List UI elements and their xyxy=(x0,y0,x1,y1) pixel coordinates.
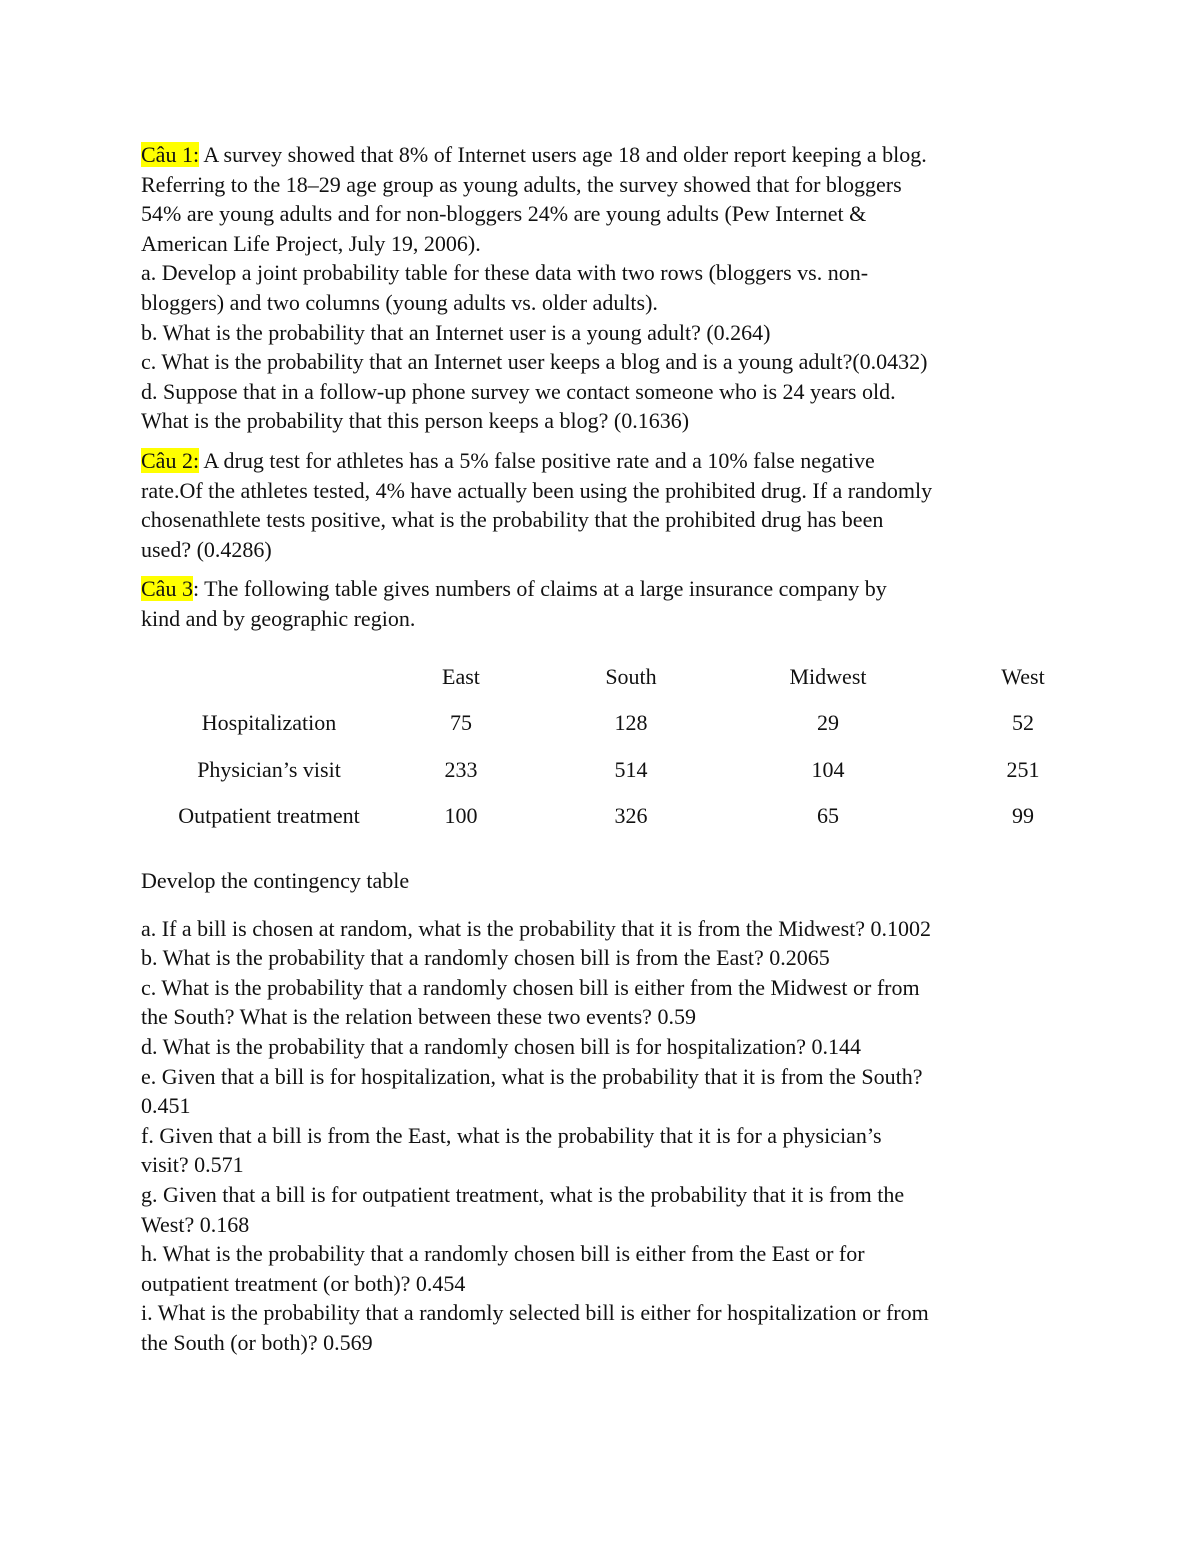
sub-question-line: West? 0.168 xyxy=(141,1211,250,1237)
table-cell: 100 xyxy=(444,803,478,828)
question-1 xyxy=(141,140,1071,436)
sub-question-line: i. What is the probability that a randomly selected bill is either for hospitalization or from xyxy=(141,1300,929,1326)
table-cell: 65 xyxy=(817,803,839,828)
sub-question-line: visit? 0.571 xyxy=(141,1152,244,1178)
table-cell: 128 xyxy=(614,710,648,735)
table-row xyxy=(141,757,1071,797)
question-3-label: Câu 3 xyxy=(141,576,193,602)
column-header-south: South xyxy=(605,664,657,689)
question-1-line: d. Suppose that in a follow-up phone survey we contact someone who is 24 years old. xyxy=(141,378,896,404)
sub-question-line: d. What is the probability that a randomly chosen bill is for hospitalization? 0.144 xyxy=(141,1033,861,1059)
table-row xyxy=(141,803,1071,843)
column-header-midwest: Midwest xyxy=(789,664,867,689)
table-cell: 326 xyxy=(614,803,648,828)
sub-question-line: c. What is the probability that a randomly chosen bill is either from the Midwest or from xyxy=(141,974,920,1000)
table-cell: 104 xyxy=(811,757,845,782)
question-1-label: Câu 1: xyxy=(141,142,200,167)
question-1-line: a. Develop a joint probability table for these data with two rows (bloggers vs. non- xyxy=(141,260,869,286)
question-2-line: rate.Of the athletes tested, 4% have actually been using the prohibited drug. If a randomly xyxy=(141,477,933,503)
sub-question-line: the South? What is the relation between these two events? 0.59 xyxy=(141,1004,696,1030)
table-cell: 75 xyxy=(450,710,472,735)
question-1-line: b. What is the probability that an Internet user is a young adult? (0.264) xyxy=(141,319,771,345)
question-2-line: used? (0.4286) xyxy=(141,536,272,562)
table-cell: 233 xyxy=(444,757,478,782)
question-1-line: 54% are young adults and for non-bloggers 24% are young adults (Pew Internet & xyxy=(141,201,867,227)
sub-question-line: outpatient treatment (or both)? 0.454 xyxy=(141,1270,466,1296)
question-2 xyxy=(141,446,1071,564)
question-1-line: bloggers) and two columns (young adults vs. older adults). xyxy=(141,289,658,315)
sub-question-line: a. If a bill is chosen at random, what is the probability that it is from the Midwest? 0.1002 xyxy=(141,915,932,941)
question-3-intro xyxy=(141,574,1071,633)
sub-question-line: b. What is the probability that a randomly chosen bill is from the East? 0.2065 xyxy=(141,945,830,971)
document-body xyxy=(141,140,1071,634)
question-1-line: Câu 1: A survey showed that 8% of Internet users age 18 and older report keeping a blog. xyxy=(141,142,927,167)
question-3-line: kind and by geographic region. xyxy=(141,605,416,631)
claims-table xyxy=(141,656,1071,836)
sub-question-line: the South (or both)? 0.569 xyxy=(141,1329,373,1355)
question-1-line: What is the probability that this person keeps a blog? (0.1636) xyxy=(141,408,690,434)
question-1-line: c. What is the probability that an Internet user keeps a blog and is a young adult?(0.0432) xyxy=(141,349,928,375)
sub-question-line: g. Given that a bill is for outpatient treatment, what is the probability that it is from the xyxy=(141,1181,905,1207)
question-1-line: Referring to the 18–29 age group as young adults, the survey showed that for bloggers xyxy=(141,171,902,197)
row-label: Physician’s visit xyxy=(197,757,341,782)
sub-question-line: h. What is the probability that a randomly chosen bill is either from the East or for xyxy=(141,1241,865,1267)
column-header-west: West xyxy=(1001,664,1045,689)
question-2-line: chosenathlete tests positive, what is the probability that the prohibited drug has been xyxy=(141,507,884,533)
question-2-label: Câu 2: xyxy=(141,447,200,473)
table-cell: 251 xyxy=(1006,757,1040,782)
sub-question-line: 0.451 xyxy=(141,1093,191,1119)
table-cell: 99 xyxy=(1012,803,1034,828)
table-cell: 29 xyxy=(817,710,839,735)
row-label: Hospitalization xyxy=(201,710,337,735)
question-2-line: Câu 2: A drug test for athletes has a 5% false positive rate and a 10% false negative xyxy=(141,447,875,473)
table-cell: 514 xyxy=(614,757,648,782)
question-1-line: American Life Project, July 19, 2006). xyxy=(141,230,481,256)
table-cell: 52 xyxy=(1012,710,1034,735)
question-3-line: Câu 3: The following table gives numbers of claims at a large insurance company by xyxy=(141,576,887,602)
question-3-body xyxy=(141,866,1071,1358)
row-label: Outpatient treatment xyxy=(178,803,360,828)
column-header-east: East xyxy=(442,664,480,689)
instruction-text: Develop the contingency table xyxy=(141,868,410,893)
sub-question-line: e. Given that a bill is for hospitalization, what is the probability that it is from the South? xyxy=(141,1063,923,1089)
table-header-row xyxy=(141,664,1071,704)
sub-question-line: f. Given that a bill is from the East, what is the probability that it is for a physician’s xyxy=(141,1122,882,1148)
table-row xyxy=(141,710,1071,750)
